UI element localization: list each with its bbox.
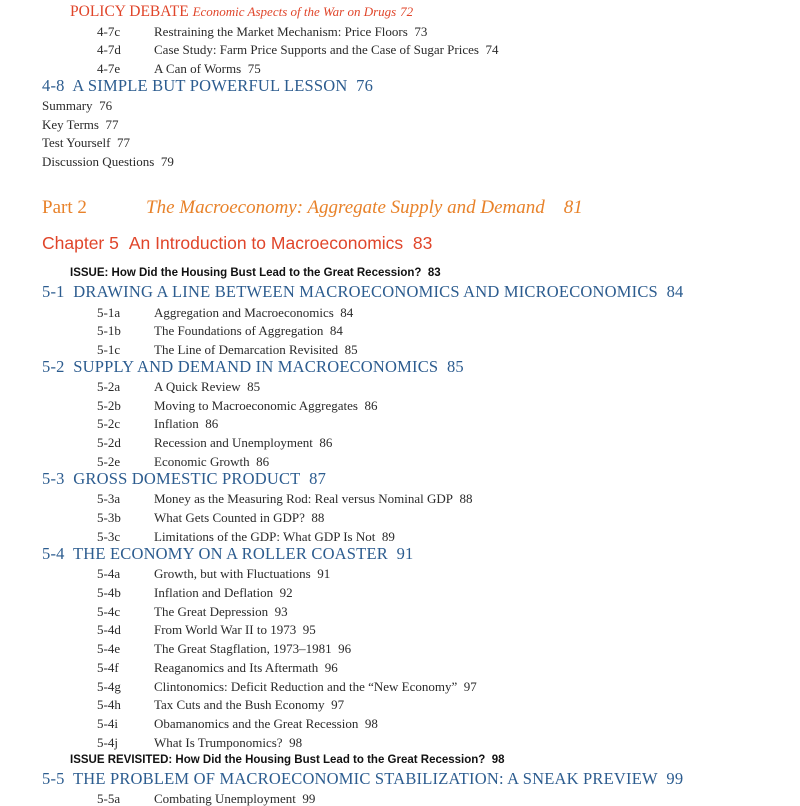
- end-item-title: Discussion Questions: [42, 154, 155, 169]
- issue-page: 83: [427, 267, 441, 279]
- subsection-page: 85: [247, 379, 261, 394]
- subsection-number: 5-5a: [97, 791, 121, 806]
- policy-debate-label: POLICY DEBATE: [70, 3, 189, 20]
- section-number: 5-5: [42, 769, 65, 788]
- section-number: 5-1: [42, 282, 65, 301]
- toc-section[interactable]: [42, 546, 414, 563]
- end-item-page: 77: [105, 117, 119, 132]
- subsection-page: 74: [485, 42, 499, 57]
- subsection-number: 5-1b: [97, 323, 121, 338]
- subsection-title: What Is Trumponomics?: [154, 735, 283, 750]
- subsection-number: 5-4c: [97, 604, 121, 619]
- issue-revisited-text: ISSUE REVISITED: How Did the Housing Bust Lead to the Great Recession?: [70, 754, 486, 766]
- subsection-page: 84: [340, 305, 354, 320]
- subsection-number: 5-2a: [97, 379, 121, 394]
- chapter-title: An Introduction to Macroeconomics: [128, 233, 404, 253]
- chapter-label: Chapter 5: [42, 233, 119, 253]
- subsection-number: 5-4f: [97, 660, 119, 675]
- section-page: 91: [396, 544, 414, 563]
- subsection-page: 73: [414, 24, 428, 39]
- end-item-page: 77: [116, 135, 130, 150]
- subsection-page: 89: [381, 529, 395, 544]
- subsection-number: 4-7d: [97, 42, 121, 57]
- subsection-page: 91: [317, 566, 331, 581]
- subsection-number: 5-1a: [97, 305, 121, 320]
- subsection-number: 5-4g: [97, 679, 121, 694]
- toc-end-item[interactable]: [42, 136, 130, 149]
- subsection-page: 86: [256, 454, 270, 469]
- subsection-number: 5-4d: [97, 622, 121, 637]
- subsection-number: 5-4a: [97, 566, 121, 581]
- issue-entry[interactable]: [70, 268, 441, 280]
- subsection-title: A Quick Review: [154, 379, 241, 394]
- subsection-title: From World War II to 1973: [154, 622, 297, 637]
- issue-revisited-page: 98: [491, 754, 505, 766]
- section-title: DRAWING A LINE BETWEEN MACROECONOMICS AND MICROECONOMICS: [73, 282, 658, 301]
- section-title: GROSS DOMESTIC PRODUCT: [73, 469, 301, 488]
- end-item-page: 76: [99, 98, 113, 113]
- subsection-number: 5-4i: [97, 716, 118, 731]
- section-page: 87: [309, 469, 327, 488]
- subsection-number: 5-2c: [97, 416, 121, 431]
- section-number: 5-3: [42, 469, 65, 488]
- subsection-title: Reaganomics and Its Aftermath: [154, 660, 319, 675]
- subsection-title: The Line of Demarcation Revisited: [154, 342, 339, 357]
- subsection-title: Recession and Unemployment: [154, 435, 313, 450]
- subsection-page: 97: [331, 697, 345, 712]
- subsection-page: 98: [289, 735, 303, 750]
- section-number: 5-4: [42, 544, 65, 563]
- end-item-title: Key Terms: [42, 117, 99, 132]
- issue-text: ISSUE: How Did the Housing Bust Lead to the Great Recession?: [70, 267, 422, 279]
- policy-debate-entry[interactable]: [70, 4, 413, 20]
- subsection-title: Case Study: Farm Price Supports and the Case of Sugar Prices: [154, 42, 479, 57]
- subsection-title: Obamanomics and the Great Recession: [154, 716, 359, 731]
- subsection-page: 84: [329, 323, 343, 338]
- subsection-page: 95: [302, 622, 316, 637]
- toc-part-heading[interactable]: [42, 197, 583, 218]
- issue-revisited-entry[interactable]: [70, 755, 505, 767]
- section-page: 85: [446, 357, 464, 376]
- subsection-title: Money as the Measuring Rod: Real versus Nominal GDP: [154, 491, 453, 506]
- subsection-number: 5-4j: [97, 735, 118, 750]
- subsection-page: 98: [364, 716, 378, 731]
- subsection-page: 86: [319, 435, 333, 450]
- subsection-title: Tax Cuts and the Bush Economy: [154, 697, 325, 712]
- subsection-page: 99: [302, 791, 316, 806]
- part-title: The Macroeconomy: Aggregate Supply and Demand: [146, 197, 545, 218]
- subsection-title: Combating Unemployment: [154, 791, 296, 806]
- subsection-page: 86: [364, 398, 378, 413]
- subsection-page: 92: [279, 585, 293, 600]
- subsection-number: 5-4h: [97, 697, 121, 712]
- subsection-title: A Can of Worms: [154, 61, 242, 76]
- policy-debate-page: 72: [400, 4, 414, 19]
- subsection-number: 5-3b: [97, 510, 121, 525]
- subsection-number: 5-3c: [97, 529, 121, 544]
- subsection-title: The Foundations of Aggregation: [154, 323, 324, 338]
- subsection-page: 85: [344, 342, 358, 357]
- section-page: 76: [356, 76, 374, 95]
- subsection-title: Limitations of the GDP: What GDP Is Not: [154, 529, 376, 544]
- part-label: Part 2: [42, 197, 87, 218]
- subsection-page: 86: [205, 416, 219, 431]
- toc-end-item[interactable]: [42, 155, 174, 168]
- subsection-title: Aggregation and Macroeconomics: [154, 305, 334, 320]
- section-page: 99: [666, 769, 684, 788]
- subsection-number: 5-3a: [97, 491, 121, 506]
- end-item-title: Test Yourself: [42, 135, 111, 150]
- subsection-title: Inflation and Deflation: [154, 585, 274, 600]
- toc-section[interactable]: [42, 284, 683, 301]
- toc-section[interactable]: [42, 471, 326, 488]
- subsection-title: Economic Growth: [154, 454, 250, 469]
- subsection-page: 96: [324, 660, 338, 675]
- end-item-title: Summary: [42, 98, 93, 113]
- subsection-title: Restraining the Market Mechanism: Price Floors: [154, 24, 408, 39]
- subsection-page: 97: [463, 679, 477, 694]
- part-page: 81: [563, 197, 583, 218]
- subsection-number: 5-2d: [97, 435, 121, 450]
- subsection-title: The Great Stagflation, 1973–1981: [154, 641, 332, 656]
- end-item-page: 79: [160, 154, 174, 169]
- subsection-number: 5-1c: [97, 342, 121, 357]
- subsection-title: The Great Depression: [154, 604, 269, 619]
- subsection-page: 88: [311, 510, 325, 525]
- subsection-title: Clintonomics: Deficit Reduction and the “New Economy”: [154, 679, 458, 694]
- toc-section[interactable]: [42, 359, 464, 376]
- toc-section[interactable]: [42, 771, 683, 788]
- toc-end-item[interactable]: [42, 99, 112, 112]
- subsection-number: 4-7e: [97, 61, 121, 76]
- section-title: THE PROBLEM OF MACROECONOMIC STABILIZATION: A SNEAK PREVIEW: [72, 769, 658, 788]
- subsection-page: 96: [338, 641, 352, 656]
- subsection-title: Growth, but with Fluctuations: [154, 566, 311, 581]
- subsection-number: 4-7c: [97, 24, 121, 39]
- subsection-number: 5-4e: [97, 641, 121, 656]
- subsection-page: 88: [459, 491, 473, 506]
- section-title: THE ECONOMY ON A ROLLER COASTER: [72, 544, 388, 563]
- section-page: 84: [666, 282, 684, 301]
- policy-debate-title: Economic Aspects of the War on Drugs: [192, 4, 397, 19]
- subsection-title: Moving to Macroeconomic Aggregates: [154, 398, 358, 413]
- section-title: A SIMPLE BUT POWERFUL LESSON: [72, 76, 348, 95]
- section-title: SUPPLY AND DEMAND IN MACROECONOMICS: [73, 357, 439, 376]
- subsection-number: 5-2e: [97, 454, 121, 469]
- subsection-number: 5-2b: [97, 398, 121, 413]
- subsection-title: What Gets Counted in GDP?: [154, 510, 305, 525]
- section-number: 5-2: [42, 357, 65, 376]
- subsection-page: 75: [247, 61, 261, 76]
- subsection-title: Inflation: [154, 416, 199, 431]
- toc-section[interactable]: [42, 78, 373, 95]
- subsection-page: 93: [274, 604, 288, 619]
- toc-end-item[interactable]: [42, 118, 118, 131]
- subsection-number: 5-4b: [97, 585, 121, 600]
- section-number: 4-8: [42, 76, 65, 95]
- toc-chapter-heading[interactable]: [42, 235, 432, 253]
- chapter-page: 83: [412, 233, 433, 253]
